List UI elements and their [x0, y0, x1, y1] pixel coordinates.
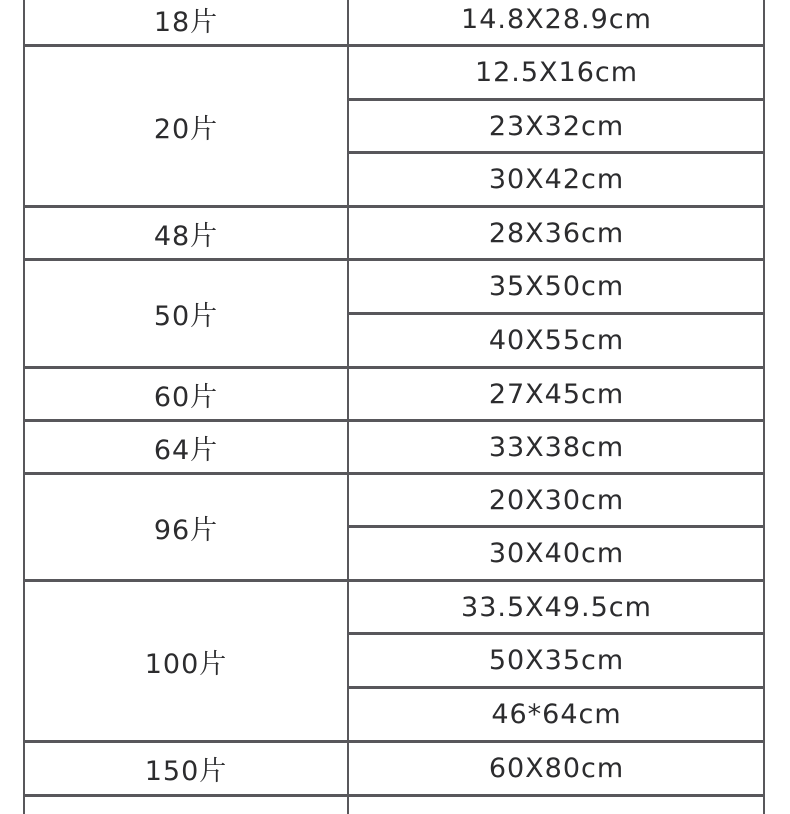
- size-cell: 12.5X16cm: [474, 57, 639, 88]
- size-cell: 28X36cm: [488, 217, 625, 249]
- size-cell: 35X50cm: [488, 271, 625, 302]
- size-cell: 50X35cm: [488, 645, 625, 676]
- size-cell: 46*64cm: [491, 699, 622, 730]
- size-cell: 14.8X28.9cm: [461, 3, 652, 35]
- piece-count-cell: 150片: [144, 756, 228, 787]
- piece-count-cell: 64片: [153, 434, 219, 466]
- size-cell: 20X30cm: [488, 484, 625, 516]
- size-cell: 40X55cm: [488, 325, 625, 356]
- row-divider: [24, 794, 765, 797]
- size-cell: 60X80cm: [488, 753, 625, 784]
- size-cell: 27X45cm: [488, 378, 625, 410]
- size-cell: 33.5X49.5cm: [461, 591, 652, 623]
- size-cell: 33X38cm: [488, 431, 625, 463]
- piece-count-cell: 100片: [144, 648, 228, 680]
- piece-count-cell: 18片: [153, 6, 219, 38]
- piece-count-cell: 20片: [153, 113, 219, 145]
- size-cell: 30X42cm: [488, 164, 625, 195]
- piece-count-cell: 50片: [153, 301, 219, 332]
- piece-count-cell: 60片: [153, 381, 219, 413]
- piece-count-cell: 48片: [153, 220, 219, 252]
- piece-count-cell: 96片: [153, 514, 219, 546]
- size-cell: 30X40cm: [488, 538, 625, 569]
- size-cell: 23X32cm: [488, 110, 625, 142]
